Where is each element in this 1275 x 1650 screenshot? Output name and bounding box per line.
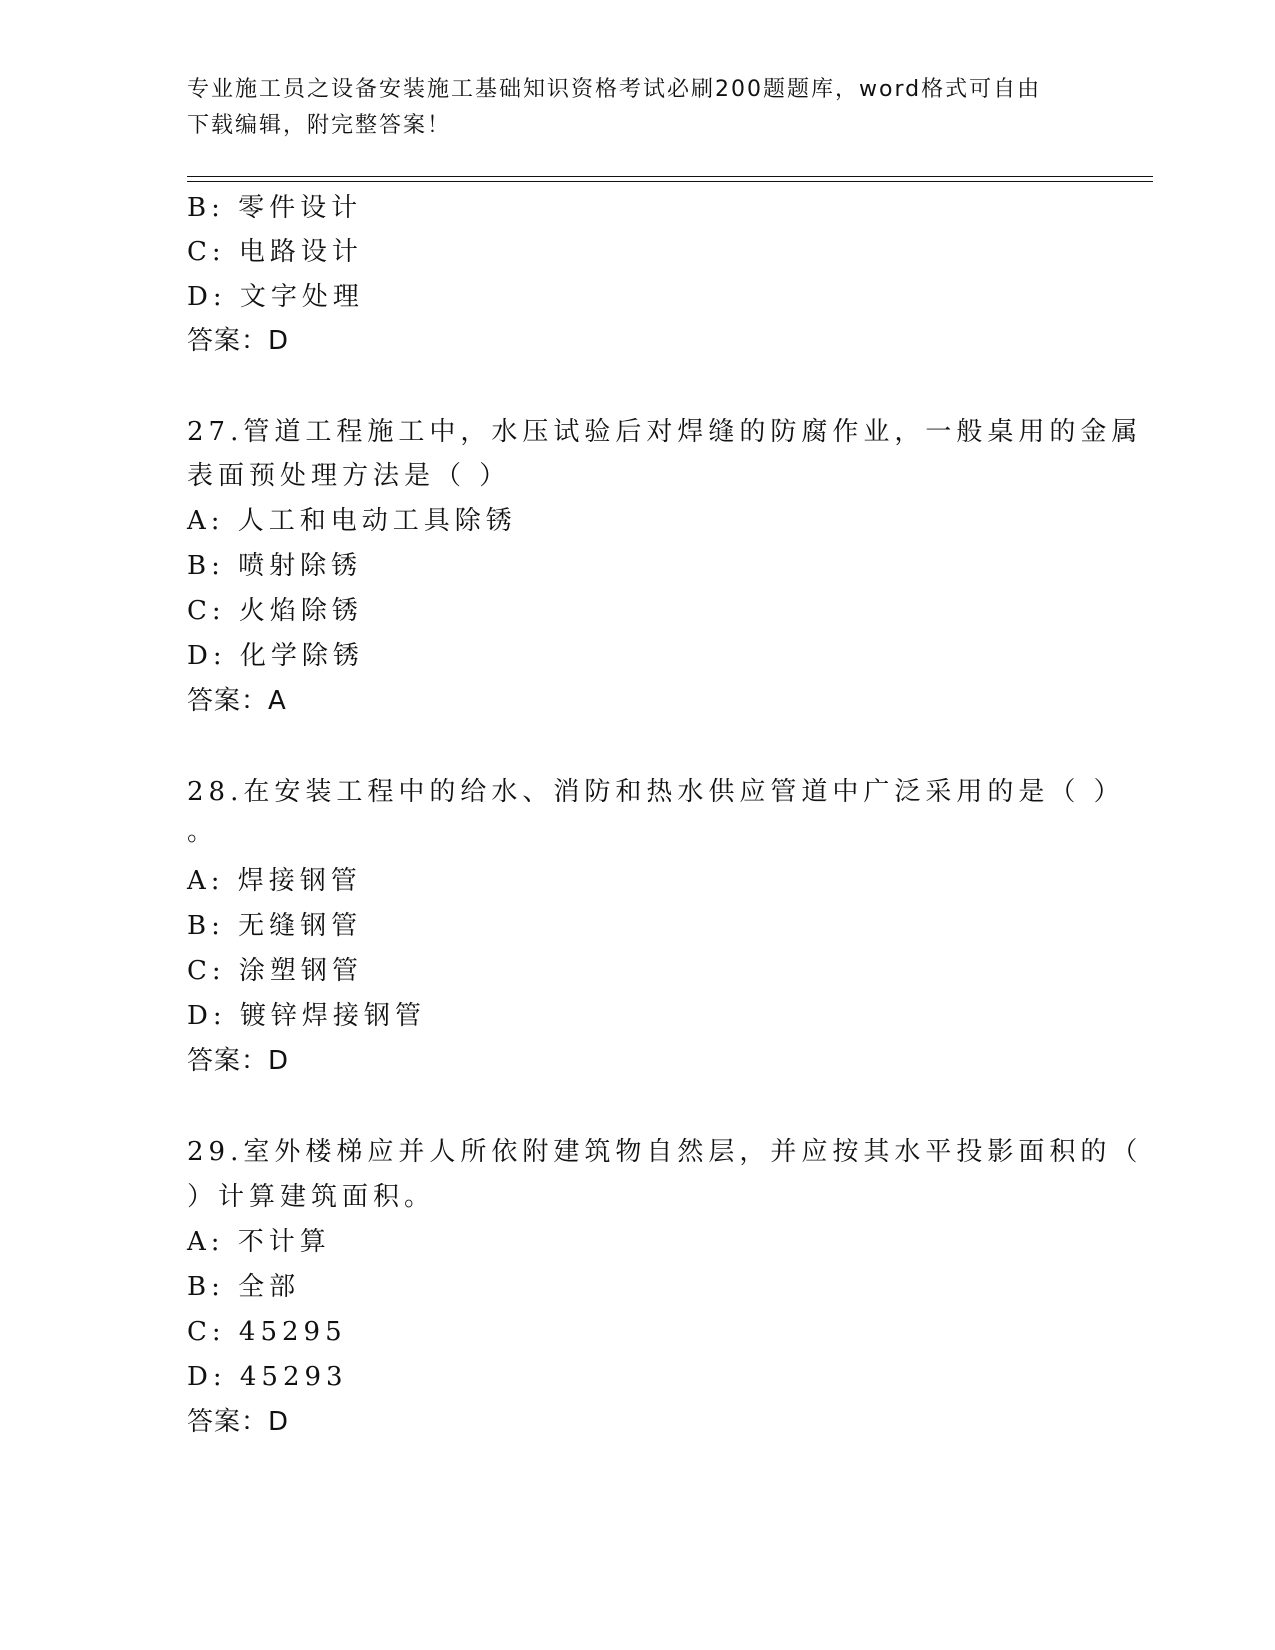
q29-stem-line-1: 29.室外楼梯应并人所依附建筑物自然层，并应按其水平投影面积的（ (187, 1137, 1143, 1167)
header-rule-bottom (187, 181, 1153, 182)
q28-stem-line-1: 28.在安装工程中的给水、消防和热水供应管道中广泛采用的是（ ） (187, 777, 1125, 807)
header-line-2: 下载编辑，附完整答案！ (187, 113, 452, 138)
header-rule-top (187, 176, 1153, 177)
header-line-1: 专业施工员之设备安装施工基础知识资格考试必刷200题题库，word格式可自由 (187, 77, 1042, 102)
q27-option-c: C: 火焰除锈 (187, 596, 363, 626)
q29-answer: 答案：D (187, 1407, 290, 1437)
carry-option-b: B: 零件设计 (187, 193, 363, 223)
q29-stem-line-2: ）计算建筑面积。 (187, 1182, 436, 1212)
q27-option-d: D: 化学除锈 (187, 641, 364, 671)
q28-stem-line-2: 。 (187, 817, 219, 847)
q29-option-d: D: 45293 (187, 1362, 348, 1392)
q28-option-b: B: 无缝钢管 (187, 911, 363, 941)
q28-option-a: A: 焊接钢管 (187, 866, 362, 896)
q29-option-b: B: 全部 (187, 1272, 301, 1302)
carry-option-c: C: 电路设计 (187, 237, 363, 267)
q27-answer: 答案：A (187, 686, 287, 716)
q27-option-b: B: 喷射除锈 (187, 551, 363, 581)
carry-option-d: D: 文字处理 (187, 282, 364, 312)
q28-answer: 答案：D (187, 1046, 290, 1076)
q27-stem-line-2: 表面预处理方法是（ ） (187, 461, 511, 491)
q28-option-c: C: 涂塑钢管 (187, 956, 363, 986)
q27-stem-line-1: 27.管道工程施工中，水压试验后对焊缝的防腐作业，一般桌用的金属 (187, 417, 1143, 447)
q29-option-a: A: 不计算 (187, 1227, 331, 1257)
q28-option-d: D: 镀锌焊接钢管 (187, 1001, 426, 1031)
q29-option-c: C: 45295 (187, 1317, 347, 1347)
carry-answer: 答案：D (187, 326, 290, 356)
q27-option-a: A: 人工和电动工具除锈 (187, 506, 517, 536)
document-header (187, 72, 1067, 144)
